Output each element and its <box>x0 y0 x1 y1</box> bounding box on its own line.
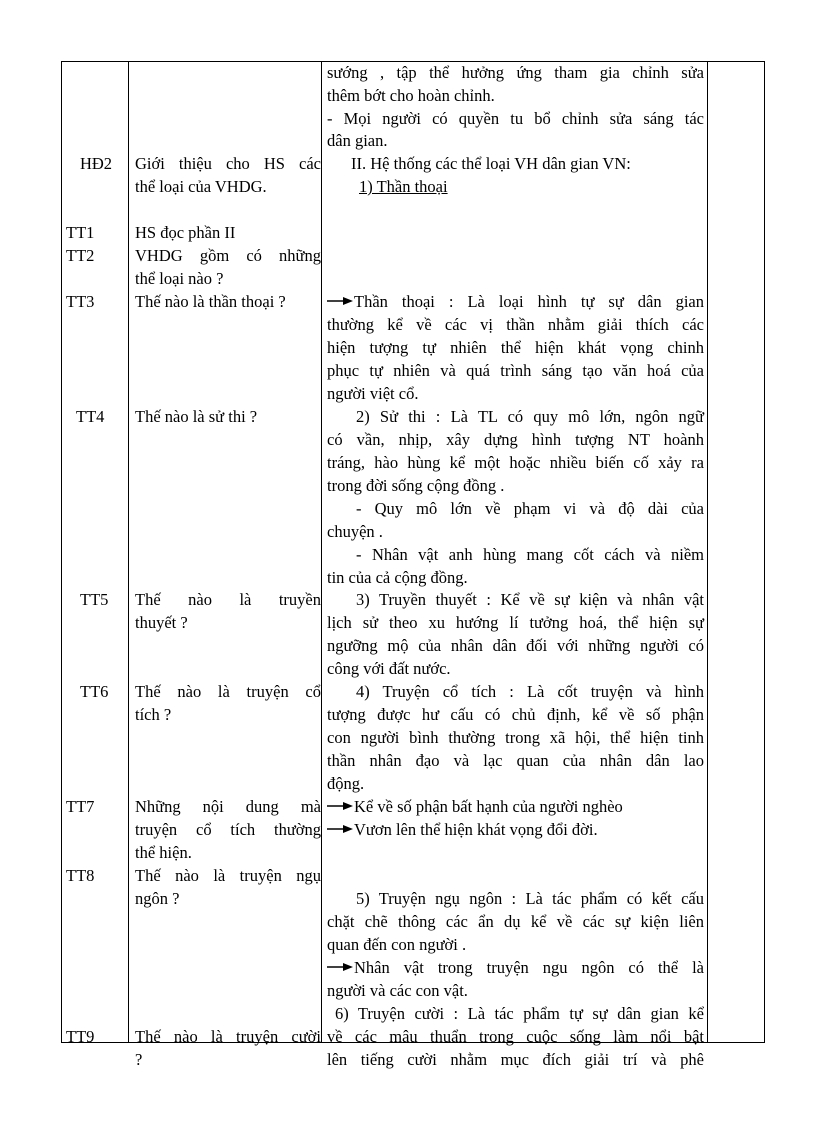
activity-line: Thế nào là truyện cổ <box>135 682 321 701</box>
row-label: TT1 <box>66 223 95 242</box>
content-line: thêm bớt cho hoàn chỉnh. <box>327 86 495 105</box>
subsection-heading <box>327 176 736 199</box>
row-label: HĐ2 <box>79 154 113 173</box>
content-line: trong đời sống cộng đồng . <box>327 476 505 495</box>
content-line: Thần thoại : Là loại hình tự sự dân gian <box>327 291 704 314</box>
content-line: 5) Truyện ngụ ngôn : Là tác phẩm có kết cấu <box>356 889 704 908</box>
activity-line: Thế nào là truyện ngụ <box>135 866 321 885</box>
arrow-right-icon <box>327 801 353 811</box>
activity-line: Thế nào là truyền <box>135 590 321 609</box>
content-line: chặt chẽ thông các ẩn dụ kể về các sự kiện liên <box>327 912 704 931</box>
content-line: tin của cả cộng đồng. <box>327 568 468 587</box>
content-line: - Quy mô lớn về phạm vi và độ dài của <box>356 499 704 518</box>
content-line: 3) Truyền thuyết : Kể về sự kiện và nhân vật <box>356 590 704 609</box>
content-line: con người bình thường trong xã hội, thể hiện tinh <box>327 728 704 747</box>
column-divider <box>321 62 322 1042</box>
content-line: công với đất nước. <box>327 659 451 678</box>
content-line: 6) Truyện cười : Là tác phẩm tự sự dân gian kể <box>335 1004 704 1023</box>
activity-line: tích ? <box>135 705 172 724</box>
content-line: có vần, nhịp, xây dựng hình tượng NT hoành <box>327 430 704 449</box>
row-label: TT2 <box>66 246 95 265</box>
activity-line: Giới thiệu cho HS các <box>135 154 321 173</box>
content-line: Kể về số phận bất hạnh của người nghèo <box>327 796 704 819</box>
arrow-right-icon <box>327 296 353 306</box>
activity-line: HS đọc phần II <box>135 223 236 242</box>
subsection-title: 1) Thần thoại <box>359 177 448 196</box>
row-label: TT9 <box>66 1027 95 1046</box>
content-line: người và các con vật. <box>327 981 468 1000</box>
activity-line: ngôn ? <box>135 889 180 908</box>
activity-line: thuyết ? <box>135 613 188 632</box>
content-line: về các mâu thuẩn trong cuộc sống làm nổi bật <box>327 1027 704 1046</box>
row-label: TT3 <box>66 292 95 311</box>
activity-line: thể loại của VHDG. <box>135 177 267 196</box>
column-divider <box>707 62 708 1042</box>
activity-line: VHDG gồm có những <box>135 246 321 265</box>
arrow-right-icon <box>327 962 353 972</box>
content-line: tráng, hào hùng kể một hoặc nhiều biến cố xảy ra <box>327 453 704 472</box>
row-label: TT7 <box>66 797 95 816</box>
content-line: hiện tượng tự nhiên thể hiện khát vọng chinh <box>327 338 704 357</box>
activity-line: thể loại nào ? <box>135 269 224 288</box>
activity-line: Thế nào là truyện cười <box>135 1027 321 1046</box>
content-line: thường kể về các vị thần nhằm giải thích các <box>327 315 704 334</box>
content-line: chuyện . <box>327 522 383 541</box>
content-line: dân gian. <box>327 131 388 150</box>
content-line: lên tiếng cười nhằm mục đích giải trí và phê <box>327 1050 704 1069</box>
content-line: sướng , tập thể hưởng ứng tham gia chỉnh sửa <box>327 63 704 82</box>
content-line: động. <box>327 774 365 793</box>
activity-line: Thế nào là thần thoại ? <box>135 292 286 311</box>
activity-line: thể hiện. <box>135 843 192 862</box>
activity-line: ? <box>135 1050 143 1069</box>
content-line: tượng được hư cấu có chủ định, kể về số phận <box>327 705 704 724</box>
activity-line: Thế nào là sử thi ? <box>135 407 258 426</box>
content-line: quan đến con người . <box>327 935 467 954</box>
content-line: - Nhân vật anh hùng mang cốt cách và niềm <box>356 545 704 564</box>
row-label: TT8 <box>66 866 95 885</box>
row-label: TT4 <box>76 407 105 426</box>
arrow-right-icon <box>327 824 353 834</box>
section-heading: II. Hệ thống các thể loại VH dân gian VN: <box>351 154 631 173</box>
content-line: Nhân vật trong truyện ngu ngôn có thể là <box>327 957 704 980</box>
content-line: lịch sử theo xu hướng lí tưởng hoá, thể hiện sự <box>327 613 704 632</box>
content-line: 2) Sử thi : Là TL có quy mô lớn, ngôn ngữ <box>356 407 704 426</box>
activity-line: Những nội dung mà <box>135 797 321 816</box>
content-line: thần nhân đạo và lạc quan của nhân dân lao <box>327 751 704 770</box>
content-line: - Mọi người có quyền tu bổ chỉnh sửa sáng tác <box>327 109 704 128</box>
activity-line: truyện cổ tích thường <box>135 820 321 839</box>
content-line: ngưỡng mộ của nhân dân đối với những người có <box>327 636 704 655</box>
row-label: TT6 <box>80 682 109 701</box>
content-line: phục tự nhiên và quá trình sáng tạo văn hoá của <box>327 361 704 380</box>
row-label: TT5 <box>80 590 109 609</box>
lesson-table <box>61 61 765 1069</box>
column-divider <box>128 62 129 1042</box>
content-line: người việt cổ. <box>327 384 419 403</box>
content-line: Vươn lên thể hiện khát vọng đổi đời. <box>327 819 704 842</box>
content-line: 4) Truyện cổ tích : Là cốt truyện và hình <box>356 682 704 701</box>
